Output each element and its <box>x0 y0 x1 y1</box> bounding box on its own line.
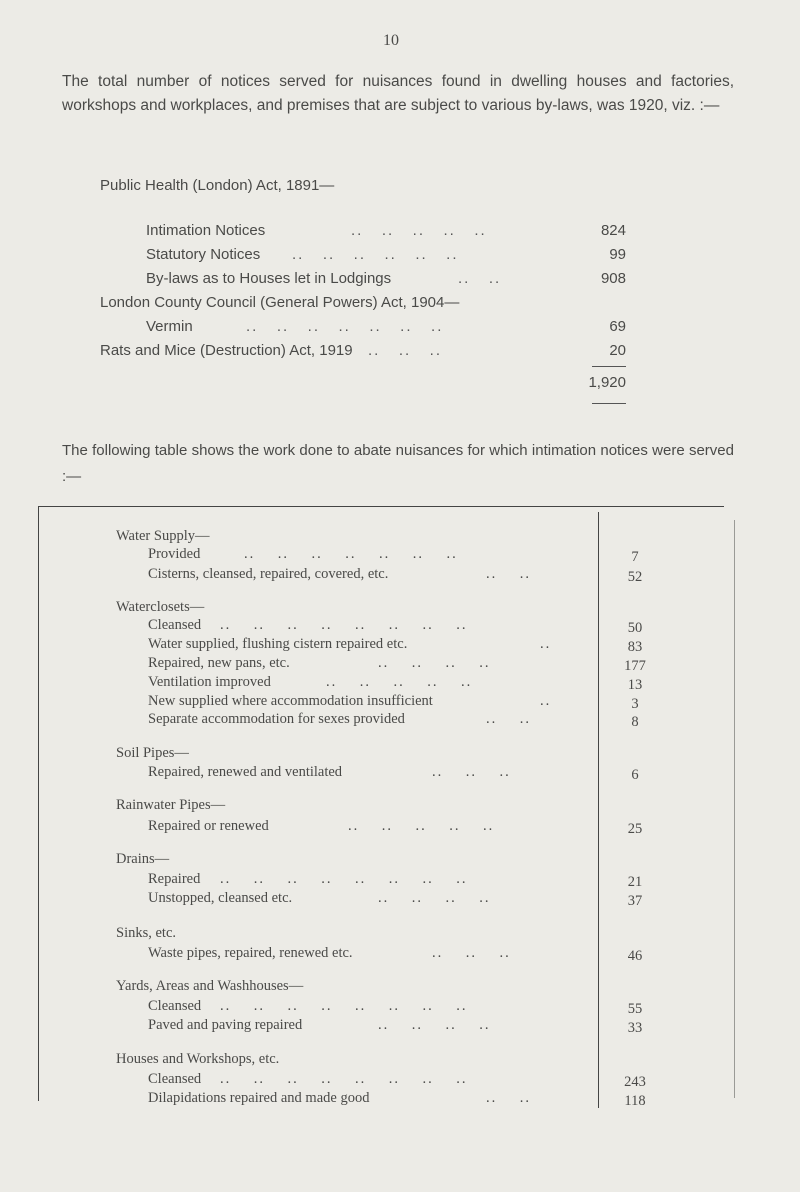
total-rule-top <box>592 366 626 367</box>
row-value: 3 <box>631 696 639 712</box>
notice-label: Rats and Mice (Destruction) Act, 1919 <box>100 342 353 359</box>
total-value: 1,920 <box>588 374 626 391</box>
leader-dots: .. .. <box>486 711 531 727</box>
table-category: Waterclosets— <box>116 599 205 615</box>
table-category: Sinks, etc. <box>116 925 177 941</box>
row-label: Unstopped, cleansed etc. <box>148 890 293 906</box>
intro-paragraph: The total number of notices served for nuisances found in dwelling houses and factories, workshops and workplaces, and premises that are subject to various by-laws, was 1920, viz. :— <box>62 73 734 114</box>
row-value: 118 <box>624 1093 646 1109</box>
leader-dots: .. <box>540 636 552 652</box>
row-label: Paved and paving repaired <box>148 1017 303 1033</box>
leader-dots: .. .. .. .. .. .. .. .. <box>220 1071 468 1087</box>
table-category: Yards, Areas and Washhouses— <box>116 978 304 994</box>
row-value: 83 <box>627 639 643 655</box>
notice-value: 69 <box>609 318 626 335</box>
table-row <box>148 693 639 712</box>
notice-value: 908 <box>600 270 626 287</box>
row-value: 8 <box>631 714 639 730</box>
leader-dots: .. .. .. <box>368 342 443 359</box>
leader-dots: .. .. .. .. .. .. .. .. <box>220 998 468 1014</box>
notice-value: 20 <box>609 342 626 359</box>
row-label: Ventilation improved <box>148 674 271 690</box>
leader-dots: .. .. .. <box>432 945 511 961</box>
notice-label: Statutory Notices <box>146 246 261 263</box>
leader-dots: .. <box>540 693 552 709</box>
row-label: Dilapidations repaired and made good <box>148 1090 370 1106</box>
row-value: 21 <box>627 874 643 890</box>
leader-dots: .. .. <box>458 270 502 287</box>
table-column-rule <box>598 512 599 1108</box>
table-row <box>148 674 643 693</box>
row-label: Separate accommodation for sexes provided <box>148 711 405 727</box>
notice-value: 99 <box>609 246 626 263</box>
leader-dots: .. .. .. .. <box>378 890 491 906</box>
table-row <box>148 1090 646 1109</box>
leader-dots: .. .. .. .. <box>378 655 491 671</box>
leader-dots: .. .. .. .. .. <box>351 222 487 239</box>
row-value: 243 <box>624 1074 646 1090</box>
leader-dots: .. .. .. .. .. .. <box>292 246 459 263</box>
table-row <box>148 818 643 837</box>
row-value: 50 <box>627 620 643 636</box>
leader-dots: .. .. .. <box>432 764 511 780</box>
total-rule-bottom <box>592 403 626 404</box>
table-intro-paragraph: The following table shows the work done to abate nuisances for which intimation notices were served :— <box>62 442 734 485</box>
table-row <box>148 546 639 565</box>
row-label: Cisterns, cleansed, repaired, covered, etc. <box>148 566 389 582</box>
notice-label: By-laws as to Houses let in Lodgings <box>146 270 392 287</box>
leader-dots: .. .. <box>486 1090 531 1106</box>
act2-heading: London County Council (General Powers) Act, 1904— <box>100 294 460 311</box>
table-row <box>148 871 643 890</box>
table-category: Water Supply— <box>116 528 210 544</box>
row-label: Repaired <box>148 871 201 887</box>
leader-dots: .. .. .. .. .. .. .. .. <box>220 871 468 887</box>
table-row <box>148 1071 646 1090</box>
table-row <box>148 764 639 783</box>
table-row <box>148 566 643 585</box>
page-number: 10 <box>383 32 399 49</box>
row-value: 33 <box>627 1020 643 1036</box>
row-value: 25 <box>627 821 643 837</box>
row-label: Waste pipes, repaired, renewed etc. <box>148 945 353 961</box>
leader-dots: .. .. .. .. <box>378 1017 491 1033</box>
row-value: 55 <box>627 1001 643 1017</box>
row-label: Cleansed <box>148 617 202 633</box>
row-value: 177 <box>624 658 646 674</box>
leader-dots: .. .. .. .. .. .. .. <box>244 546 458 562</box>
leader-dots: .. .. <box>486 566 531 582</box>
row-label: Cleansed <box>148 998 202 1014</box>
table-row <box>148 617 643 636</box>
table-row <box>148 1017 643 1036</box>
row-label: Repaired, new pans, etc. <box>148 655 290 671</box>
table-row <box>148 998 643 1017</box>
table-top-rule <box>38 506 724 507</box>
table-row <box>148 636 643 655</box>
leader-dots: .. .. .. .. .. <box>348 818 495 834</box>
row-label: Repaired, renewed and ventilated <box>148 764 343 780</box>
row-label: Water supplied, flushing cistern repaired etc. <box>148 636 408 652</box>
table-row <box>148 655 646 674</box>
notice-label: Vermin <box>146 318 193 335</box>
row-value: 46 <box>627 948 643 964</box>
row-value: 7 <box>631 549 639 565</box>
table-category: Soil Pipes— <box>116 745 189 761</box>
row-label: Cleansed <box>148 1071 202 1087</box>
table-row <box>148 945 643 964</box>
act1-heading: Public Health (London) Act, 1891— <box>100 177 335 194</box>
row-value: 13 <box>627 677 643 693</box>
table-row <box>148 890 643 909</box>
table-right-rule <box>734 520 735 1098</box>
table-row <box>148 711 639 730</box>
table-left-rule <box>38 506 39 1101</box>
row-value: 52 <box>627 569 643 585</box>
row-label: Repaired or renewed <box>148 818 269 834</box>
leader-dots: .. .. .. .. .. .. .. <box>246 318 444 335</box>
table-category: Rainwater Pipes— <box>116 797 226 813</box>
notice-label: Intimation Notices <box>146 222 266 239</box>
leader-dots: .. .. .. .. .. .. .. .. <box>220 617 468 633</box>
notice-value: 824 <box>600 222 626 239</box>
row-label: New supplied where accommodation insufficient <box>148 693 433 709</box>
table-category: Drains— <box>116 851 170 867</box>
table-category: Houses and Workshops, etc. <box>116 1051 280 1067</box>
row-label: Provided <box>148 546 201 562</box>
row-value: 37 <box>627 893 643 909</box>
row-value: 6 <box>631 767 639 783</box>
leader-dots: .. .. .. .. .. <box>326 674 473 690</box>
